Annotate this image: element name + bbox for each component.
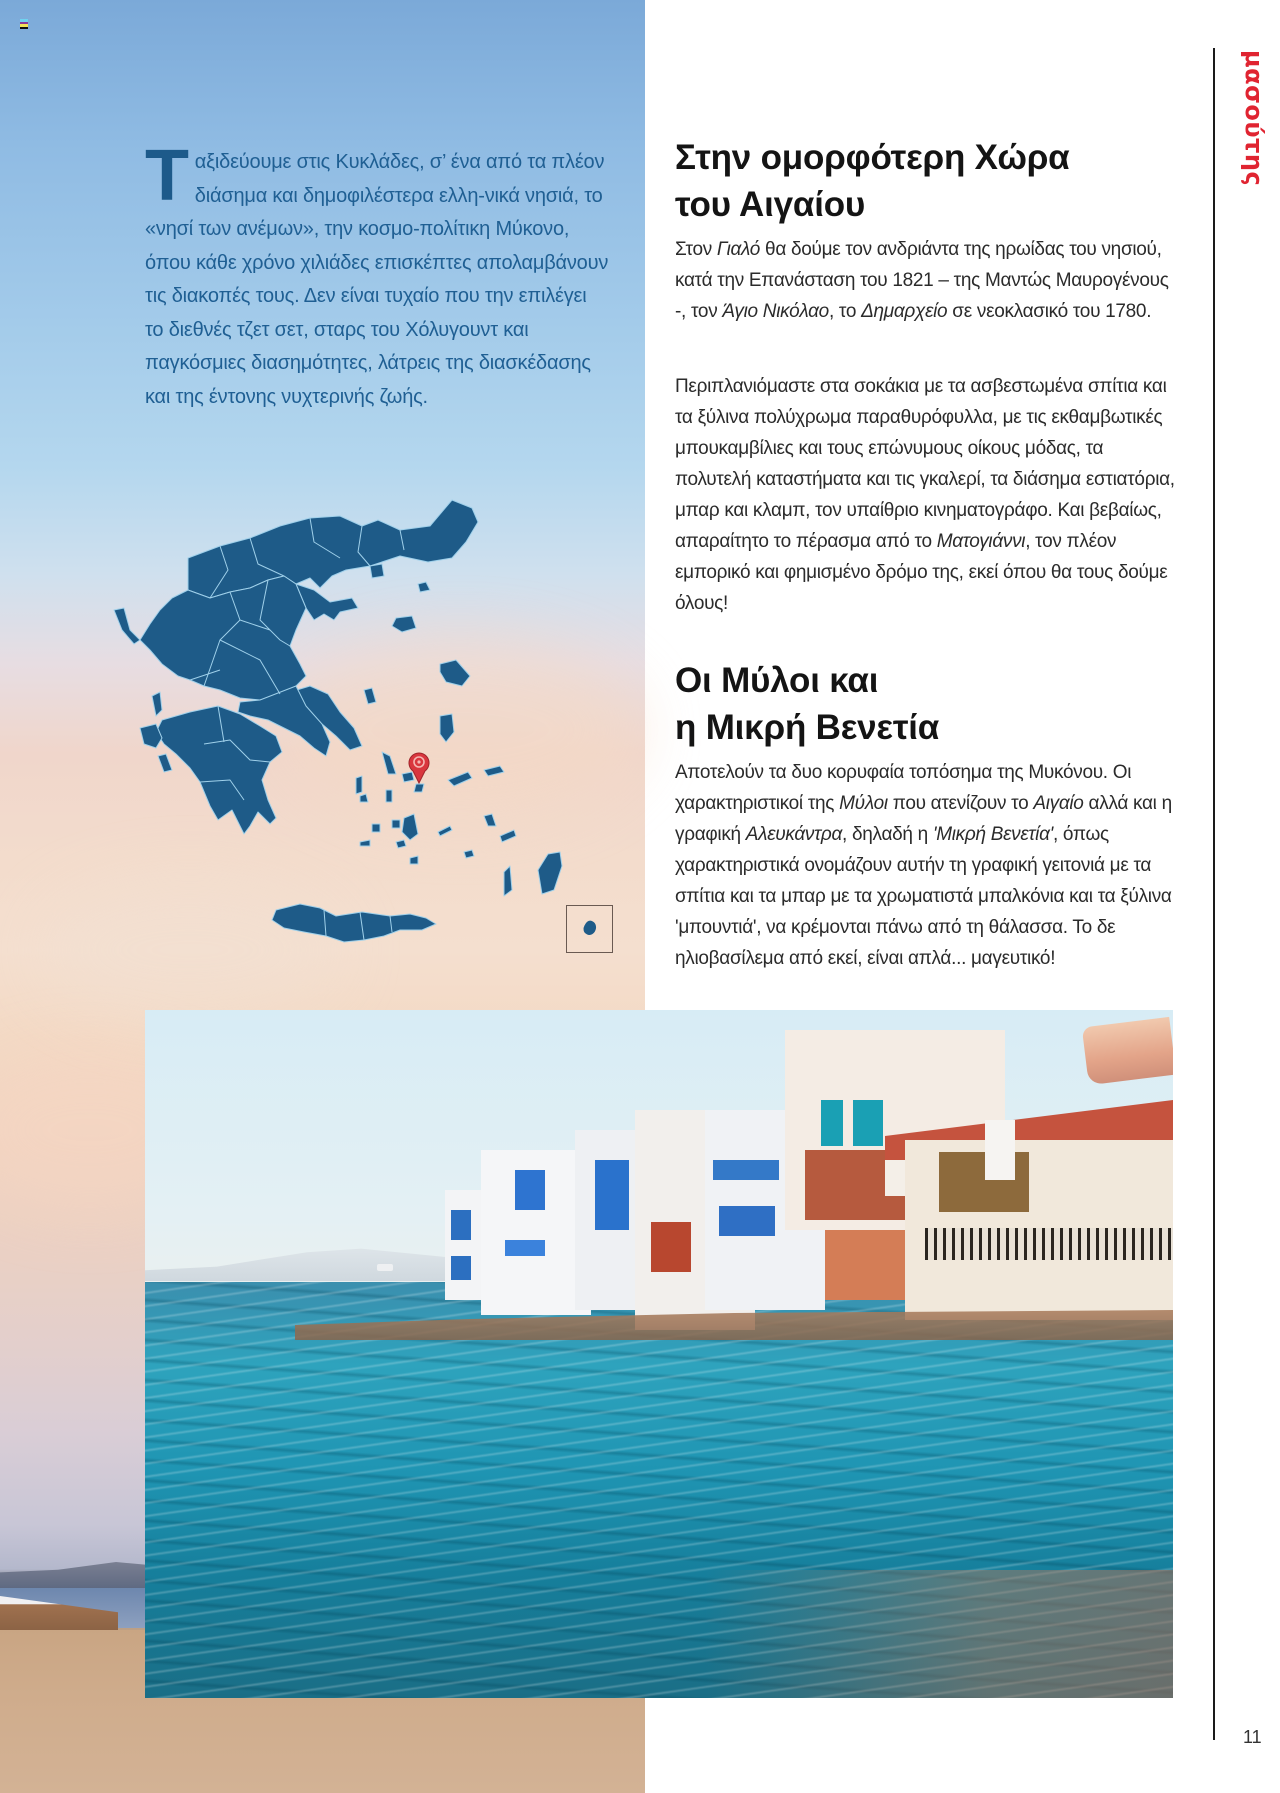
greece-map-shape [100, 480, 620, 980]
inset-island [581, 919, 598, 937]
blue-balcony [451, 1256, 471, 1280]
paragraph [675, 371, 1175, 619]
text-run-italic: Μύλοι [839, 793, 888, 814]
paragraph [675, 757, 1175, 974]
text-run-italic: Δημαρχείο [861, 301, 948, 322]
text-run-italic: 'Μικρή Βενετία' [932, 824, 1053, 845]
text-run-italic: Ματογιάννι [936, 531, 1026, 552]
page-number: 11 [1243, 1727, 1262, 1747]
teal-shutter [821, 1100, 843, 1146]
ship [377, 1264, 393, 1271]
drop-cap: Τ [145, 136, 189, 216]
awning [1082, 1017, 1173, 1085]
location-pin-icon [406, 750, 432, 784]
map-inset-box [566, 905, 613, 953]
text-run-italic: Αλευκάντρα [745, 824, 843, 845]
text-run-italic: Άγιο Νικόλαο [722, 301, 829, 322]
text-run-italic: Αιγαίο [1033, 793, 1084, 814]
heading-line: του Αιγαίου [675, 185, 866, 224]
print-registration-marks [20, 19, 28, 29]
text-run: , το [828, 301, 862, 322]
blue-shutters [515, 1170, 545, 1210]
distant-hill [0, 1562, 145, 1588]
section-heading-mills [675, 657, 1175, 751]
red-balcony [651, 1222, 691, 1272]
text-run: θα δούμε τον ανδριάντα της ηρωίδας του νησιού, κατά την Επανάσταση του 1821 – της Μαντώς Μαυρογένους -, τον [675, 239, 1169, 322]
margin-rule [1213, 48, 1215, 1740]
blue-window [595, 1160, 629, 1230]
blue-balcony [719, 1206, 775, 1236]
text-run: Αποτελούν τα δυο κορυφαία τοπόσημα της Μυκόνου. Οι χαρακτηριστικοί της [675, 762, 1132, 814]
text-run: Περιπλανιόμαστε στα σοκάκια με τα ασβεστωμένα σπίτια και τα ξύλινα πολύχρωμα παραθυρόφυλλα, με τις εκθαμβωτικές μπουκαμβίλιες και τους επώνυμους οίκους μόδας, τα πολυτελή καταστήματα και τις γκαλερί, τα διάσημα εστιατόρια, μπαρ και κλαμπ, τον υπαίθριο κινηματογράφο. Και βεβαίως, απαραίτητο το πέρασμα από το [675, 376, 1175, 552]
text-run: , τον πλέον εμπορικό και φημισμένο δρόμο της, εκεί όπου θα τους δούμε όλους! [675, 531, 1168, 614]
heading-line: Στην ομορφότερη Χώρα [675, 138, 1070, 177]
text-run: σε νεοκλασικό του 1780. [947, 301, 1152, 322]
brand-logo: μασούτης [1240, 50, 1268, 187]
text-run: Στον [675, 239, 717, 260]
wooden-shutters [939, 1152, 1029, 1212]
intro-paragraph [145, 136, 610, 414]
text-run: που ατενίζουν το [887, 793, 1034, 814]
text-run: αλλά και η γραφική [675, 793, 1172, 845]
teal-shutter [853, 1100, 883, 1146]
blue-balcony [713, 1160, 779, 1180]
text-run: , δηλαδή η [842, 824, 933, 845]
blue-balcony [451, 1210, 471, 1240]
text-run: , όπως χαρακτηριστικά ονομάζουν αυτήν τη γραφική γειτονιά με τα σπίτια και τα μπαρ με τα χρωματιστά μπαλκόνια και τα ξύλινα 'μπουντιά', να κρέμονται πάνω από τη θάλασσα. Το δε ηλιοβασίλεμα από εκεί, είναι απλά... μαγευτικό! [675, 824, 1172, 969]
blue-balcony [505, 1240, 545, 1256]
intro-text: αξιδεύουμε στις Κυκλάδες, σ’ ένα από τα πλέον διάσημα και δημοφιλέστερα ελλη-νικά νησιά, το «νησί των ανέμων», την κοσμο-πολίτικη Μύκονο, όπου κάθε χρόνο χιλιάδες επισκέπτες απολαμβάνουν τις διακοπές τους. Δεν είναι τυχαίο που την επιλέγει το διεθνές τζετ σετ, σταρς του Χόλυγουντ και παγκόσμιες διασημότητες, λάτρεις της διασκέδασης και της έντονης νυχτερινής ζωής. [145, 151, 609, 408]
greece-map [100, 480, 620, 980]
heading-line: η Μικρή Βενετία [675, 708, 940, 747]
little-venice-photo [145, 1010, 1173, 1698]
railing [925, 1228, 1173, 1260]
chimney [985, 1120, 1015, 1180]
heading-line: Οι Μύλοι και [675, 661, 879, 700]
paragraph [675, 234, 1175, 327]
sea-reflection [705, 1570, 1173, 1698]
section-heading-chora [675, 134, 1175, 228]
text-run-italic: Γιαλό [716, 239, 761, 260]
